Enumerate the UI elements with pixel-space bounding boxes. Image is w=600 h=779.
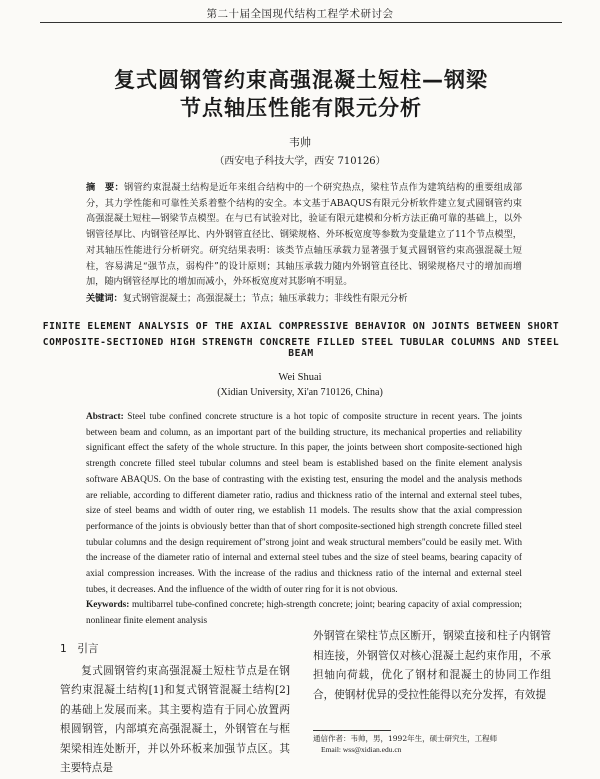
english-abstract <box>86 410 522 598</box>
section-heading-introduction: 1 引言 <box>60 643 99 655</box>
chinese-abstract-text: 钢管约束混凝土结构是近年来组合结构中的一个研究热点，梁柱节点作为建筑结构的重要组成部分，其力学性能和可靠性关系着整个结构的安全。本文基于ABAQUS有限元分析软件建立复式圆钢管约束高强混凝土短柱—钢梁节点模型。在与已有试验对比，验证有限元建模和分析方法正确可靠的基础上，以外钢管径厚比、内钢管径厚比、内外钢管直径比、钢梁规格、外环板宽度等参数为变量建立了11个节点模型，对其轴压性能进行分析研究。研究结果表明：该类节点轴压承载力显著强于复式圆钢管约束高强混凝土短柱，容易满足“强节点，弱构件”的设计原则；其轴压承载力随内外钢管直径比、钢梁规格尺寸的增加而增加，随内钢管径厚比的增加而减小，外环板宽度对其影响不明显。 <box>86 182 523 288</box>
english-title-line-2: COMPOSITE-SECTIONED HIGH STRENGTH CONCRETE FILLED STEEL TUBULAR COLUMNS AND STEEL BEAM <box>42 337 560 359</box>
english-title-line-1: FINITE ELEMENT ANALYSIS OF THE AXIAL COMPRESSIVE BEHAVIOR ON JOINTS BETWEEN SHORT <box>42 321 560 332</box>
chinese-title-line-2: 节点轴压性能有限元分析 <box>180 96 422 120</box>
chinese-title-line-1: 复式圆钢管约束高强混凝土短柱—钢梁 <box>114 68 488 92</box>
chinese-affiliation: （西安电子科技大学，西安 710126） <box>214 156 386 167</box>
chinese-abstract <box>86 180 522 290</box>
english-abstract-label: Abstract: <box>86 412 124 422</box>
chinese-keywords <box>86 291 522 307</box>
english-keywords <box>86 598 522 629</box>
header-rule <box>40 22 562 23</box>
left-column-paragraph: 复式圆钢管约束高强混凝土短柱节点是在钢管约束混凝土结构[1]和复式钢管混凝土结构[2]的基础上发展而来。其主要构造有于同心放置两根圆钢管，内部填充高强混凝土，外钢管在与框架梁相连处断开，并以外环板来加强节点区。其主要特点是 <box>60 664 290 774</box>
footnote-rule <box>313 730 391 731</box>
left-column <box>60 640 290 779</box>
chinese-keywords-text: 复式钢管混凝土；高强混凝土；节点；轴压承载力；非线性有限元分析 <box>122 293 408 304</box>
chinese-keywords-label: 关键词： <box>86 293 123 304</box>
footnote-email: Email: wss@xidian.edu.cn <box>321 745 402 754</box>
right-column-paragraph: 外钢管在梁柱节点区断开，钢梁直接和柱子内钢管相连接，外钢管仅对核心混凝土起约束作用，不承担轴向荷载，优化了钢材和混凝土的协同工作组合，使钢材优异的受拉性能得以充分发挥，有效提 <box>313 630 551 701</box>
right-column <box>313 627 551 705</box>
english-keywords-label: Keywords: <box>86 600 130 610</box>
english-keywords-text: multibarrel tube-confined concrete; high-strength concrete; joint; bearing capacity of axial compression; nonlinear finite element analysis <box>86 600 522 626</box>
footnote-author-info: 通信作者：韦帅，男，1992年生，硕士研究生，工程师 <box>313 734 498 743</box>
english-abstract-text: Steel tube confined concrete structure is a hot topic of composite structure in recent years. The joints between beam and column, as an important part of the building structure, its mechanical properties and reliability significant effect the safety of the whole structure. In this paper, the joints between short composite-sectioned high strength concrete filled steel tubular columns and steel beam is established based on the finite element analysis software ABAQUS. On the base of contrasting with the existing test, ensuring the model and the analysis methods are reliable, according to different diameter ratio, radius and thickness ratio of the internal and external steel tubes, size of steel beams and width of outer ring, we establish 11 models. The results show that the axial compression performance of the joints is obviously better than that of short composite-sectioned high strength concrete filled steel tubular columns and the design requirement of"strong joint and weak structural members"could be easily met. With the increase of the diameter ratio of internal and external steel tubes and the size of steel beams, bearing capacity of axial compression increases. With the increase of the radius and thickness ratio of the internal and external steel tubes, it decreases. And the influence of the width of outer ring for it is not obvious. <box>86 412 522 595</box>
english-author: Wei Shuai <box>278 372 322 383</box>
chinese-abstract-label: 摘 要： <box>86 182 124 193</box>
chinese-author: 韦帅 <box>289 136 311 149</box>
footnote <box>313 733 553 755</box>
running-header: 第二十届全国现代结构工程学术研讨会 <box>206 8 394 20</box>
english-affiliation: (Xidian University, Xi'an 710126, China) <box>217 387 383 398</box>
